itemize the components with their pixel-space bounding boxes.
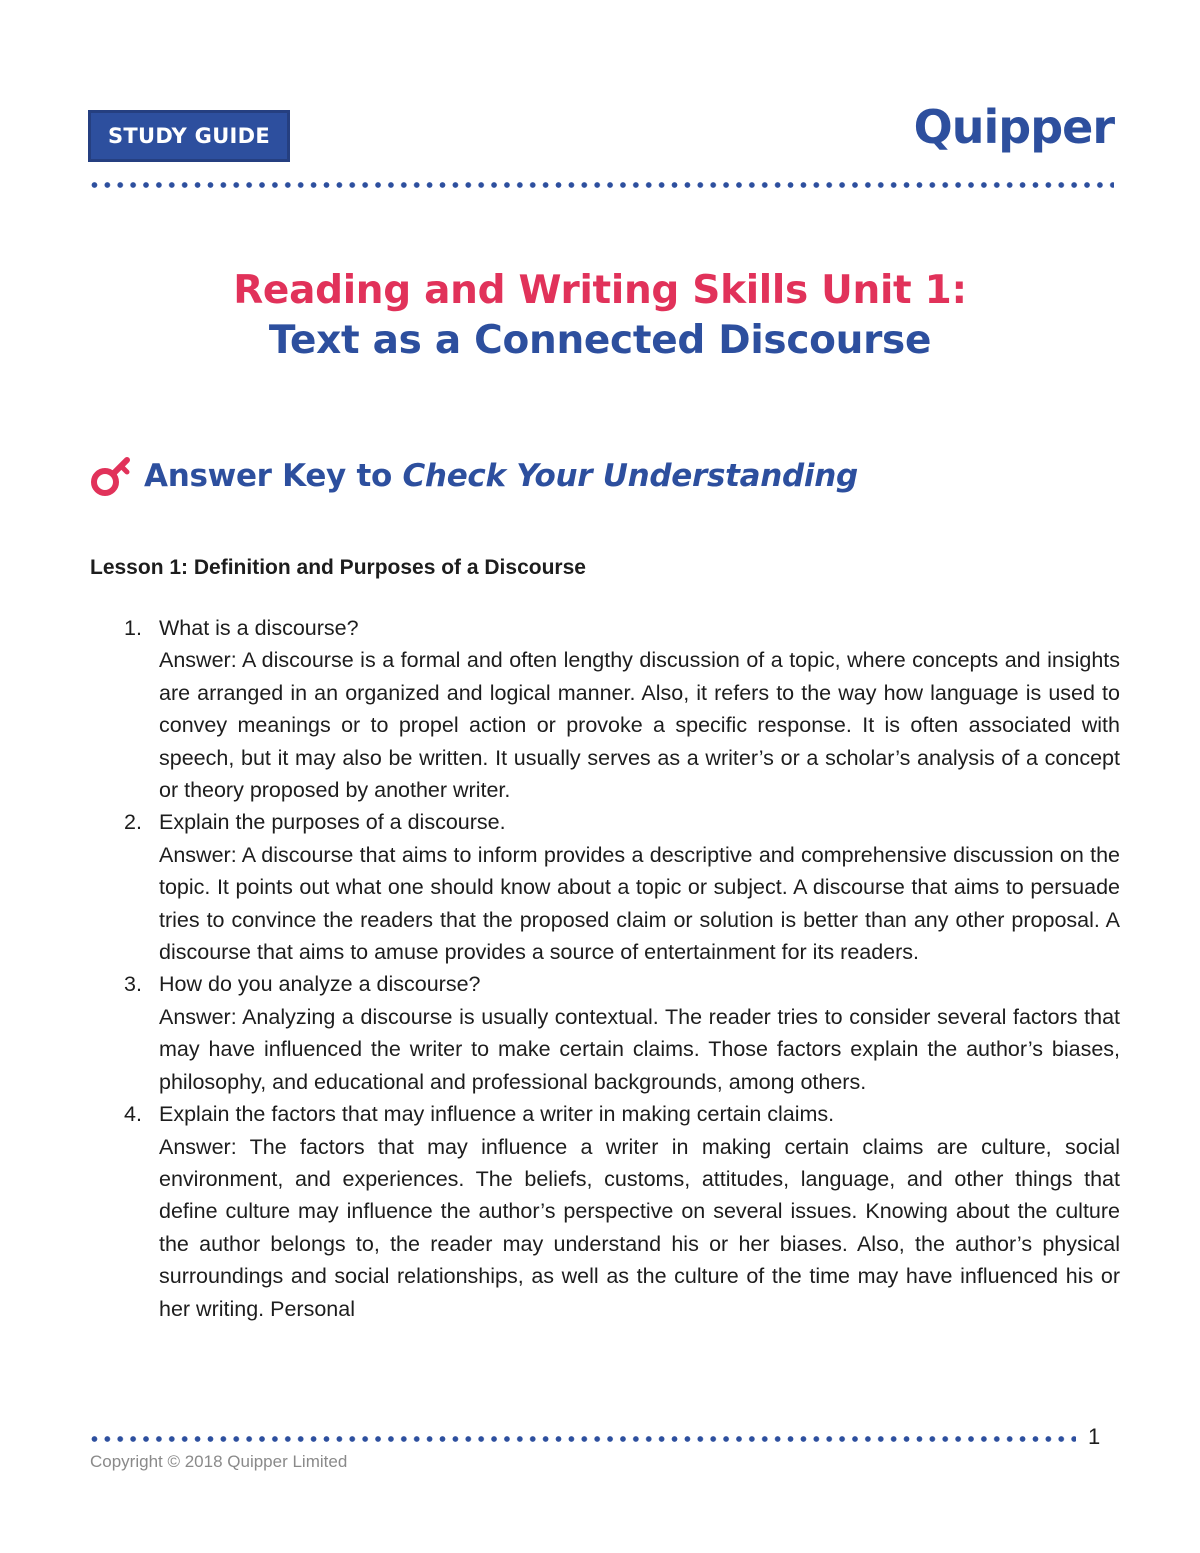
- item-number: 3.: [124, 972, 142, 997]
- item-number: 2.: [124, 810, 142, 835]
- question-text: Explain the purposes of a discourse.: [159, 810, 506, 835]
- study-guide-badge: STUDY GUIDE: [88, 110, 290, 162]
- item-number: 4.: [124, 1102, 142, 1127]
- quipper-logo: Quipper: [913, 100, 1114, 154]
- list-item: [90, 968, 1120, 1098]
- answer-text: Answer: The factors that may influence a writer in making certain claims are culture, social environment, and experiences. The beliefs, customs, attitudes, language, and other things that define culture may influence the author’s perspective on several issues. Knowing about the culture the author belongs to, the reader may understand his or her biases. Also, the author’s physical surroundings and social relationships, as well as the culture of the time may have influenced his or her writing. Personal: [159, 1134, 1120, 1321]
- section-title-prefix: Answer Key to: [144, 458, 403, 494]
- answer-text: Answer: A discourse that aims to inform provides a descriptive and comprehensive discussion on the topic. It points out what one should know about a topic or subject. A discourse that aims to persuade tries to convince the readers that the proposed claim or solution is better than any other proposal. A discourse that aims to amuse provides a source of entertainment for its readers.: [159, 842, 1120, 965]
- list-item: [90, 806, 1120, 968]
- header-dotted-divider: [88, 182, 1114, 188]
- answer-text: Answer: Analyzing a discourse is usually contextual. The reader tries to consider several factors that may have influenced the writer to make certain claims. Those factors explain the author’s biases, philosophy, and educational and professional backgrounds, among others.: [159, 1004, 1120, 1094]
- footer-dotted-divider: [88, 1436, 1076, 1442]
- list-item: [90, 1098, 1120, 1325]
- copyright-notice: Copyright © 2018 Quipper Limited: [90, 1452, 348, 1471]
- question-text: Explain the factors that may influence a writer in making certain claims.: [159, 1102, 835, 1127]
- page-title-line-2: Text as a Connected Discourse: [268, 318, 932, 363]
- qa-list: [90, 612, 1120, 1325]
- answer-key-heading: [88, 452, 858, 500]
- answer-text: Answer: A discourse is a formal and often lengthy discussion of a topic, where concepts and insights are arranged in an organized and logical manner. Also, it refers to the way how language is used to convey meanings or to propel action or provoke a specific response. It is often associated with speech, but it may also be written. It usually serves as a writer’s or a scholar’s analysis of a concept or theory proposed by another writer.: [159, 648, 1120, 803]
- item-number: 1.: [124, 616, 142, 640]
- page-title-line-1: Reading and Writing Skills Unit 1:: [233, 268, 967, 313]
- lesson-title: Lesson 1: Definition and Purposes of a Discourse: [90, 556, 586, 579]
- question-text: What is a discourse?: [159, 616, 359, 640]
- list-item: [90, 612, 1120, 806]
- question-text: How do you analyze a discourse?: [159, 972, 481, 997]
- section-title: [144, 458, 858, 494]
- key-icon: [88, 453, 134, 499]
- page-number: 1: [1088, 1424, 1101, 1449]
- section-title-emphasis: Check Your Understanding: [402, 458, 858, 494]
